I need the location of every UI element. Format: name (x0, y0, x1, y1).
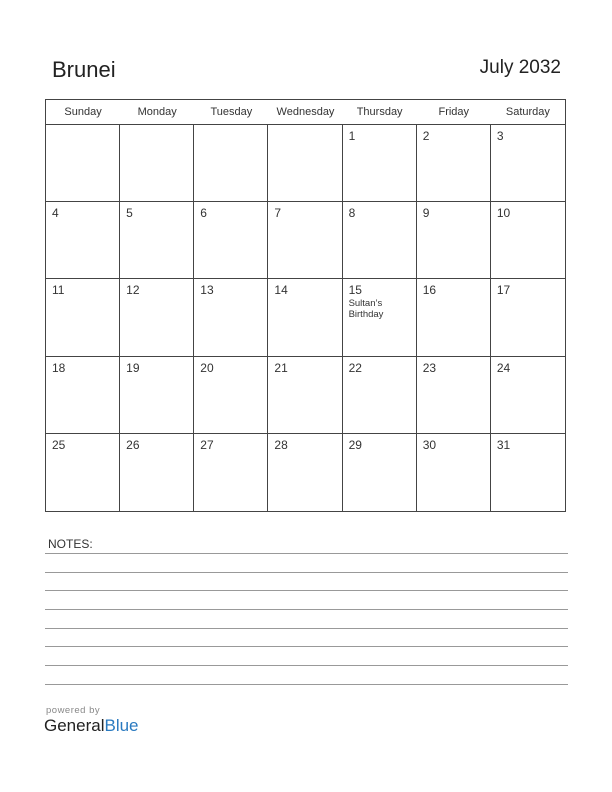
brand-general-text: General (44, 716, 105, 735)
note-line (45, 684, 568, 685)
day-cell (120, 202, 194, 279)
day-number: 1 (348, 129, 356, 143)
day-cell (417, 434, 491, 511)
day-number: 19 (126, 360, 140, 375)
day-cell (268, 434, 342, 511)
day-cell (491, 202, 565, 279)
day-cell (46, 202, 120, 279)
day-number: 10 (496, 206, 511, 221)
day-number: 22 (348, 360, 362, 375)
day-cell (46, 125, 120, 202)
note-line (45, 553, 568, 554)
day-number: 31 (496, 437, 511, 452)
note-line (45, 590, 568, 591)
note-line (45, 628, 568, 629)
day-cell (268, 279, 342, 356)
day-cell (343, 357, 417, 434)
day-cell (268, 357, 342, 434)
day-number: 27 (200, 437, 214, 452)
day-cell (120, 125, 194, 202)
calendar-grid (45, 99, 566, 512)
holiday-label: Sultan’s Birthday (348, 298, 384, 321)
weekday-header-row (46, 100, 565, 125)
brand-blue-text: Blue (104, 716, 139, 735)
day-cell (417, 202, 491, 279)
day-number: 26 (126, 437, 140, 452)
day-number: 4 (52, 206, 59, 221)
weekday-header: Saturday (505, 106, 550, 118)
note-line (45, 665, 568, 666)
weekday-header: Monday (137, 106, 177, 118)
weekday-header: Friday (438, 106, 470, 118)
day-cell (194, 202, 268, 279)
day-number: 6 (200, 206, 207, 221)
powered-by-text: powered by (46, 705, 101, 716)
day-number: 18 (52, 360, 66, 375)
day-cell (120, 434, 194, 511)
note-line (45, 609, 568, 610)
day-cell (343, 125, 417, 202)
day-cell (194, 357, 268, 434)
day-cell (194, 125, 268, 202)
day-number: 23 (422, 360, 437, 375)
day-cell (491, 279, 565, 356)
day-number: 25 (52, 437, 66, 452)
day-number: 14 (274, 283, 288, 298)
day-number: 15 (348, 283, 362, 298)
day-cell (343, 279, 417, 356)
day-number: 8 (348, 206, 356, 221)
weekday-header: Wednesday (276, 106, 335, 118)
day-cell (417, 279, 491, 356)
day-number: 5 (126, 206, 133, 221)
day-number: 13 (200, 283, 214, 298)
day-cell (491, 357, 565, 434)
day-number: 3 (496, 129, 504, 143)
day-cell (46, 279, 120, 356)
day-cell (268, 202, 342, 279)
day-cell (343, 202, 417, 279)
day-number: 21 (274, 360, 288, 375)
day-cell (46, 434, 120, 511)
day-cell (491, 434, 565, 511)
weekday-header: Thursday (356, 106, 403, 118)
day-number: 28 (274, 437, 288, 452)
day-cell (417, 357, 491, 434)
day-number: 12 (126, 283, 140, 298)
day-number: 11 (52, 283, 65, 298)
brand-logo (44, 716, 139, 736)
day-cell (194, 279, 268, 356)
country-title: Brunei (52, 57, 116, 82)
weekday-header: Sunday (64, 106, 102, 118)
day-cells (46, 125, 565, 511)
day-cell (417, 125, 491, 202)
day-number: 17 (496, 283, 511, 298)
note-line (45, 646, 568, 647)
day-cell (491, 125, 565, 202)
day-number: 30 (422, 437, 437, 452)
day-number: 9 (422, 206, 430, 221)
day-number: 7 (274, 206, 282, 221)
day-number: 20 (200, 360, 214, 375)
day-cell (268, 125, 342, 202)
note-line (45, 572, 568, 573)
weekday-header: Tuesday (210, 106, 253, 118)
day-cell (46, 357, 120, 434)
day-cell (120, 279, 194, 356)
day-number: 16 (422, 283, 437, 298)
day-cell (120, 357, 194, 434)
day-cell (343, 434, 417, 511)
day-number: 2 (422, 129, 430, 143)
day-number: 24 (496, 360, 511, 375)
day-cell (194, 434, 268, 511)
month-year-title: July 2032 (479, 57, 561, 78)
day-number: 29 (348, 437, 362, 452)
notes-label: NOTES: (48, 537, 93, 551)
